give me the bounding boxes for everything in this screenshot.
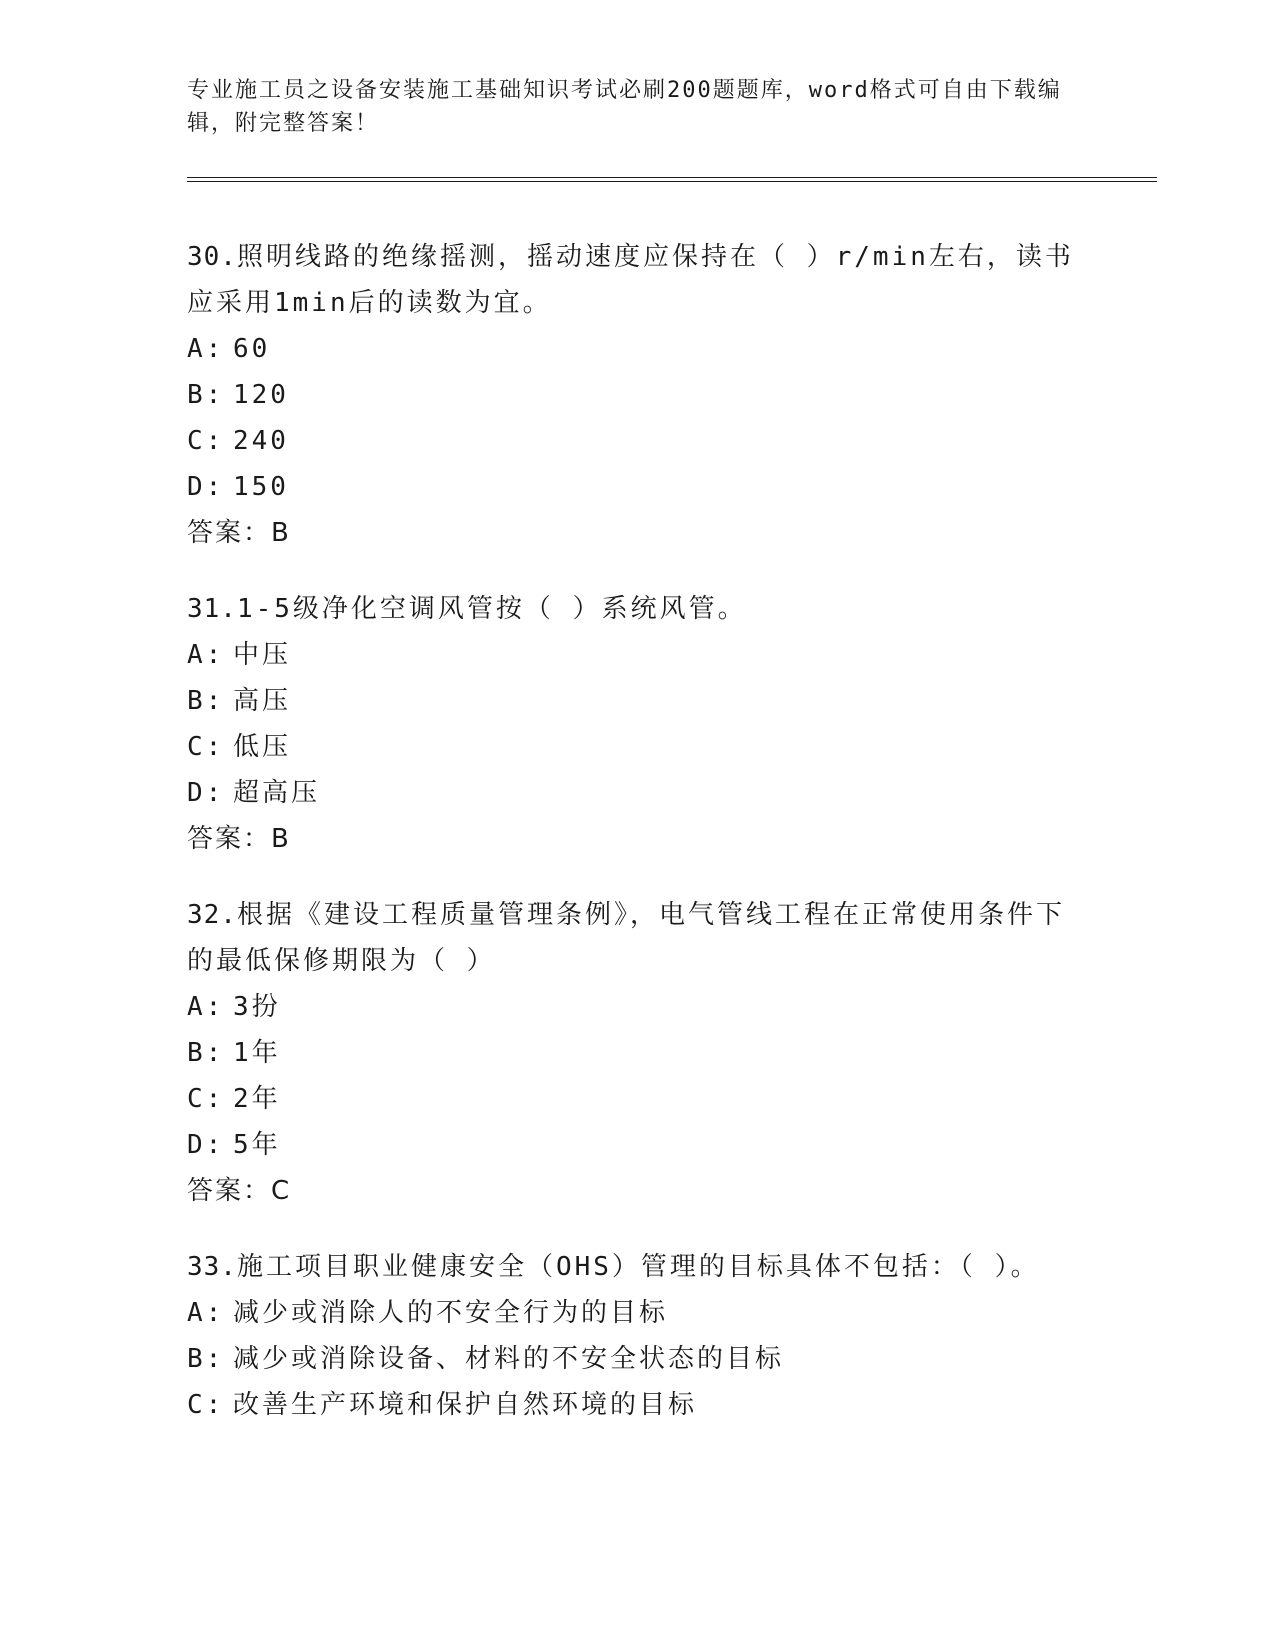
question-number: 32. xyxy=(187,900,237,930)
question-30 xyxy=(187,234,1157,556)
option-c xyxy=(187,1076,1157,1122)
option-value: 60 xyxy=(233,334,271,364)
option-key: A: xyxy=(187,640,225,670)
option-b xyxy=(187,678,1157,724)
question-text: 施工项目职业健康安全（OHS）管理的目标具体不包括：（ ）。 xyxy=(236,1252,1040,1282)
option-key: C: xyxy=(187,1084,225,1114)
option-value: 150 xyxy=(233,472,289,502)
option-value: 减少或消除人的不安全行为的目标 xyxy=(233,1298,669,1328)
option-key: A: xyxy=(187,992,225,1022)
option-key: C: xyxy=(187,732,225,762)
option-key: B: xyxy=(187,1344,225,1374)
option-key: D: xyxy=(187,778,225,808)
option-value: 5年 xyxy=(233,1130,281,1160)
option-a xyxy=(187,632,1157,678)
question-title xyxy=(187,1244,1087,1290)
option-value: 1年 xyxy=(233,1038,281,1068)
option-a xyxy=(187,984,1157,1030)
option-value: 120 xyxy=(233,380,289,410)
option-value: 超高压 xyxy=(233,778,321,808)
question-list xyxy=(187,234,1157,1458)
option-key: C: xyxy=(187,1390,225,1420)
option-key: D: xyxy=(187,1130,225,1160)
option-value: 中压 xyxy=(233,640,292,670)
option-a xyxy=(187,326,1157,372)
question-title xyxy=(187,892,1087,984)
question-32 xyxy=(187,892,1157,1214)
option-b xyxy=(187,1336,1157,1382)
option-key: B: xyxy=(187,686,225,716)
option-c xyxy=(187,418,1157,464)
option-c xyxy=(187,724,1157,770)
question-title xyxy=(187,234,1087,326)
option-c xyxy=(187,1382,1157,1428)
question-number: 30. xyxy=(187,242,237,272)
option-key: B: xyxy=(187,1038,225,1068)
option-d xyxy=(187,1122,1157,1168)
option-value: 3扮 xyxy=(233,992,281,1022)
question-31 xyxy=(187,586,1157,862)
option-key: B: xyxy=(187,380,225,410)
option-key: D: xyxy=(187,472,225,502)
option-key: C: xyxy=(187,426,225,456)
answer-label: 答案：C xyxy=(187,1176,292,1206)
option-key: A: xyxy=(187,334,225,364)
document-page xyxy=(187,0,1157,1650)
option-d xyxy=(187,464,1157,510)
option-key: A: xyxy=(187,1298,225,1328)
option-value: 2年 xyxy=(233,1084,281,1114)
header-divider xyxy=(187,177,1157,182)
question-text: 根据《建设工程质量管理条例》，电气管线工程在正常使用条件下的最低保修期限为（ ） xyxy=(187,900,1065,976)
question-text: 照明线路的绝缘摇测，摇动速度应保持在（ ）r/min左右，读书应采用1min后的读数为宜。 xyxy=(187,242,1074,318)
question-number: 33. xyxy=(187,1252,237,1282)
document-header-title: 专业施工员之设备安装施工基础知识考试必刷200题题库，word格式可自由下载编辑，附完整答案！ xyxy=(187,78,1062,136)
question-number: 31. xyxy=(187,594,237,624)
answer-label: 答案：B xyxy=(187,824,291,854)
option-value: 240 xyxy=(233,426,289,456)
option-value: 低压 xyxy=(233,732,292,762)
option-b xyxy=(187,1030,1157,1076)
answer-label: 答案：B xyxy=(187,518,291,548)
option-a xyxy=(187,1290,1157,1336)
question-33 xyxy=(187,1244,1157,1428)
option-value: 高压 xyxy=(233,686,292,716)
question-text: 1-5级净化空调风管按（ ）系统风管。 xyxy=(236,594,747,624)
question-title xyxy=(187,586,1087,632)
option-value: 减少或消除设备、材料的不安全状态的目标 xyxy=(233,1344,785,1374)
option-d xyxy=(187,770,1157,816)
option-b xyxy=(187,372,1157,418)
option-value: 改善生产环境和保护自然环境的目标 xyxy=(233,1390,698,1420)
